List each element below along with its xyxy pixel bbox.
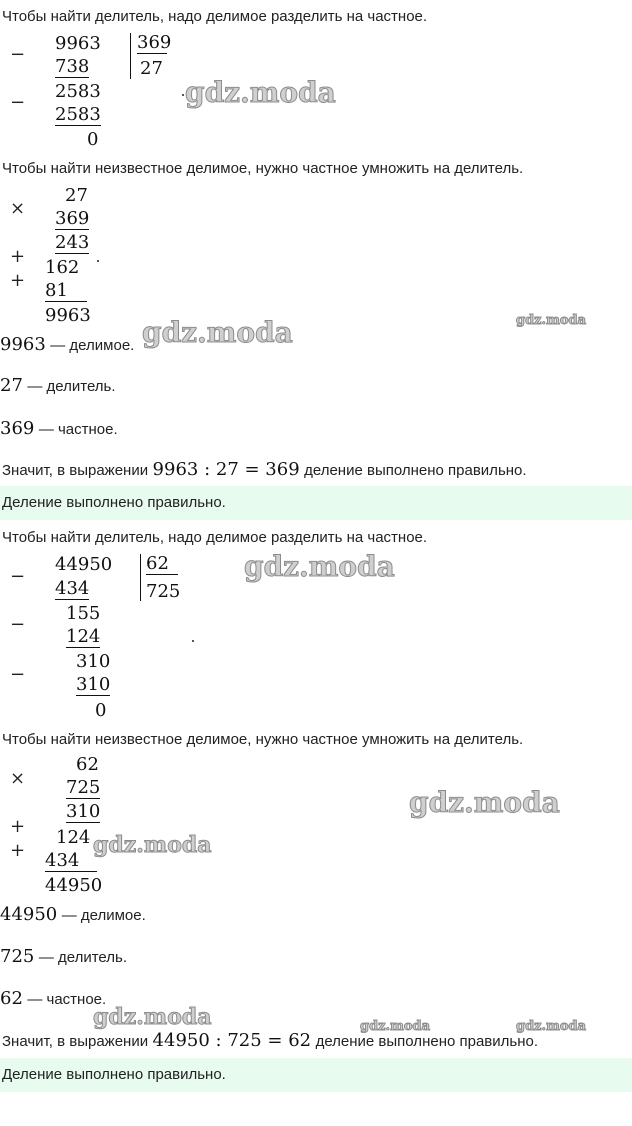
partial-product: 124 — [56, 827, 91, 848]
speck — [97, 260, 99, 262]
dividend-line-2 — [0, 904, 146, 925]
rule-dividend-1: Чтобы найти неизвестное делимое, нужно частное умножить на делитель. — [2, 160, 524, 177]
speck — [192, 640, 194, 642]
conclusion-2 — [2, 1030, 538, 1051]
watermark-logo: gdz.moda — [185, 76, 336, 109]
partial-product: 310 — [66, 801, 101, 822]
divisor-value: 27 — [0, 375, 23, 396]
minus-sign: − — [10, 44, 26, 65]
final-remainder: 0 — [95, 700, 107, 721]
watermark-logo: gdz.moda — [93, 832, 212, 858]
factor-bottom: 369 — [55, 208, 90, 229]
divisor-value: 725 — [0, 946, 35, 967]
watermark-logo: gdz.moda — [244, 550, 395, 583]
minus-sign: − — [10, 566, 26, 587]
answer-box-2 — [0, 1058, 632, 1092]
dividend: 44950 — [55, 554, 113, 575]
plus-sign: + — [10, 270, 26, 291]
dividend-value: 44950 — [0, 904, 58, 925]
subtrahend: 124 — [66, 626, 101, 647]
partial-product: 434 — [45, 851, 97, 872]
plus-sign: + — [10, 840, 26, 861]
final-remainder: 0 — [87, 129, 99, 150]
rule-divisor-1: Чтобы найти делитель, надо делимое разделить на частное. — [2, 8, 428, 25]
conclusion-expression: 44950 : 725 = 62 — [152, 1030, 312, 1051]
subtrahend: 434 — [55, 578, 90, 599]
partial-product: 243 — [55, 232, 90, 253]
dividend: 9963 — [55, 33, 101, 54]
conclusion-prefix: Значит, в выражении — [2, 1033, 149, 1050]
conclusion-expression: 9963 : 27 = 369 — [152, 459, 300, 480]
rule-dividend-2: Чтобы найти неизвестное делимое, нужно частное умножить на делитель. — [2, 731, 524, 748]
times-sign: × — [10, 768, 26, 789]
divisor: 369 — [137, 32, 172, 53]
quotient-caption: — частное. — [38, 421, 118, 438]
factor-top: 27 — [65, 185, 88, 206]
dividend-line-1 — [0, 334, 134, 355]
answer-text: Деление выполнено правильно. — [2, 1066, 226, 1083]
subtrahend: 2583 — [55, 104, 101, 125]
watermark-logo: gdz.moda — [516, 1019, 587, 1034]
times-sign: × — [10, 198, 26, 219]
rule-divisor-2: Чтобы найти делитель, надо делимое разделить на частное. — [2, 529, 428, 546]
answer-text: Деление выполнено правильно. — [2, 494, 226, 511]
division-bar — [130, 33, 131, 79]
remainder: 310 — [76, 651, 111, 672]
divisor-caption: — делитель. — [38, 949, 127, 966]
answer-box-1 — [0, 486, 632, 520]
divisor-line-1 — [0, 375, 116, 396]
quotient: 27 — [140, 58, 163, 79]
plus-sign: + — [10, 246, 26, 267]
conclusion-prefix: Значит, в выражении — [2, 462, 149, 479]
partial-product: 162 — [45, 257, 80, 278]
quotient-caption: — частное. — [27, 991, 107, 1008]
partial-product: 81 — [45, 281, 87, 302]
remainder: 155 — [66, 603, 101, 624]
factor-bottom: 725 — [66, 777, 101, 798]
dividend-caption: — делимое. — [61, 907, 146, 924]
minus-sign: − — [10, 664, 26, 685]
dividend-caption: — делимое. — [50, 337, 135, 354]
minus-sign: − — [10, 92, 26, 113]
watermark-logo: gdz.moda — [409, 786, 560, 819]
factor-top: 62 — [76, 754, 99, 775]
quotient: 725 — [146, 581, 181, 602]
divisor: 62 — [146, 554, 178, 575]
watermark-logo: gdz.moda — [360, 1019, 431, 1034]
conclusion-suffix: деление выполнено правильно. — [304, 462, 527, 479]
watermark-logo: gdz.moda — [93, 1004, 212, 1030]
divisor-line-2 — [0, 946, 127, 967]
watermark-logo: gdz.moda — [142, 316, 293, 349]
divisor-caption: — делитель. — [27, 378, 116, 395]
conclusion-suffix: деление выполнено правильно. — [315, 1033, 538, 1050]
quotient-value: 369 — [0, 418, 35, 439]
dividend-value: 9963 — [0, 334, 46, 355]
conclusion-1 — [2, 459, 527, 480]
product: 44950 — [45, 875, 103, 896]
product: 9963 — [45, 305, 91, 326]
quotient-value: 62 — [0, 988, 23, 1009]
subtrahend: 310 — [76, 674, 111, 695]
subtrahend: 738 — [55, 56, 90, 77]
speck — [182, 94, 184, 96]
minus-sign: − — [10, 614, 26, 635]
remainder: 2583 — [55, 81, 101, 102]
quotient-line-2 — [0, 988, 106, 1009]
quotient-line-1 — [0, 418, 118, 439]
watermark-logo: gdz.moda — [516, 313, 587, 328]
plus-sign: + — [10, 816, 26, 837]
division-bar — [140, 554, 141, 601]
